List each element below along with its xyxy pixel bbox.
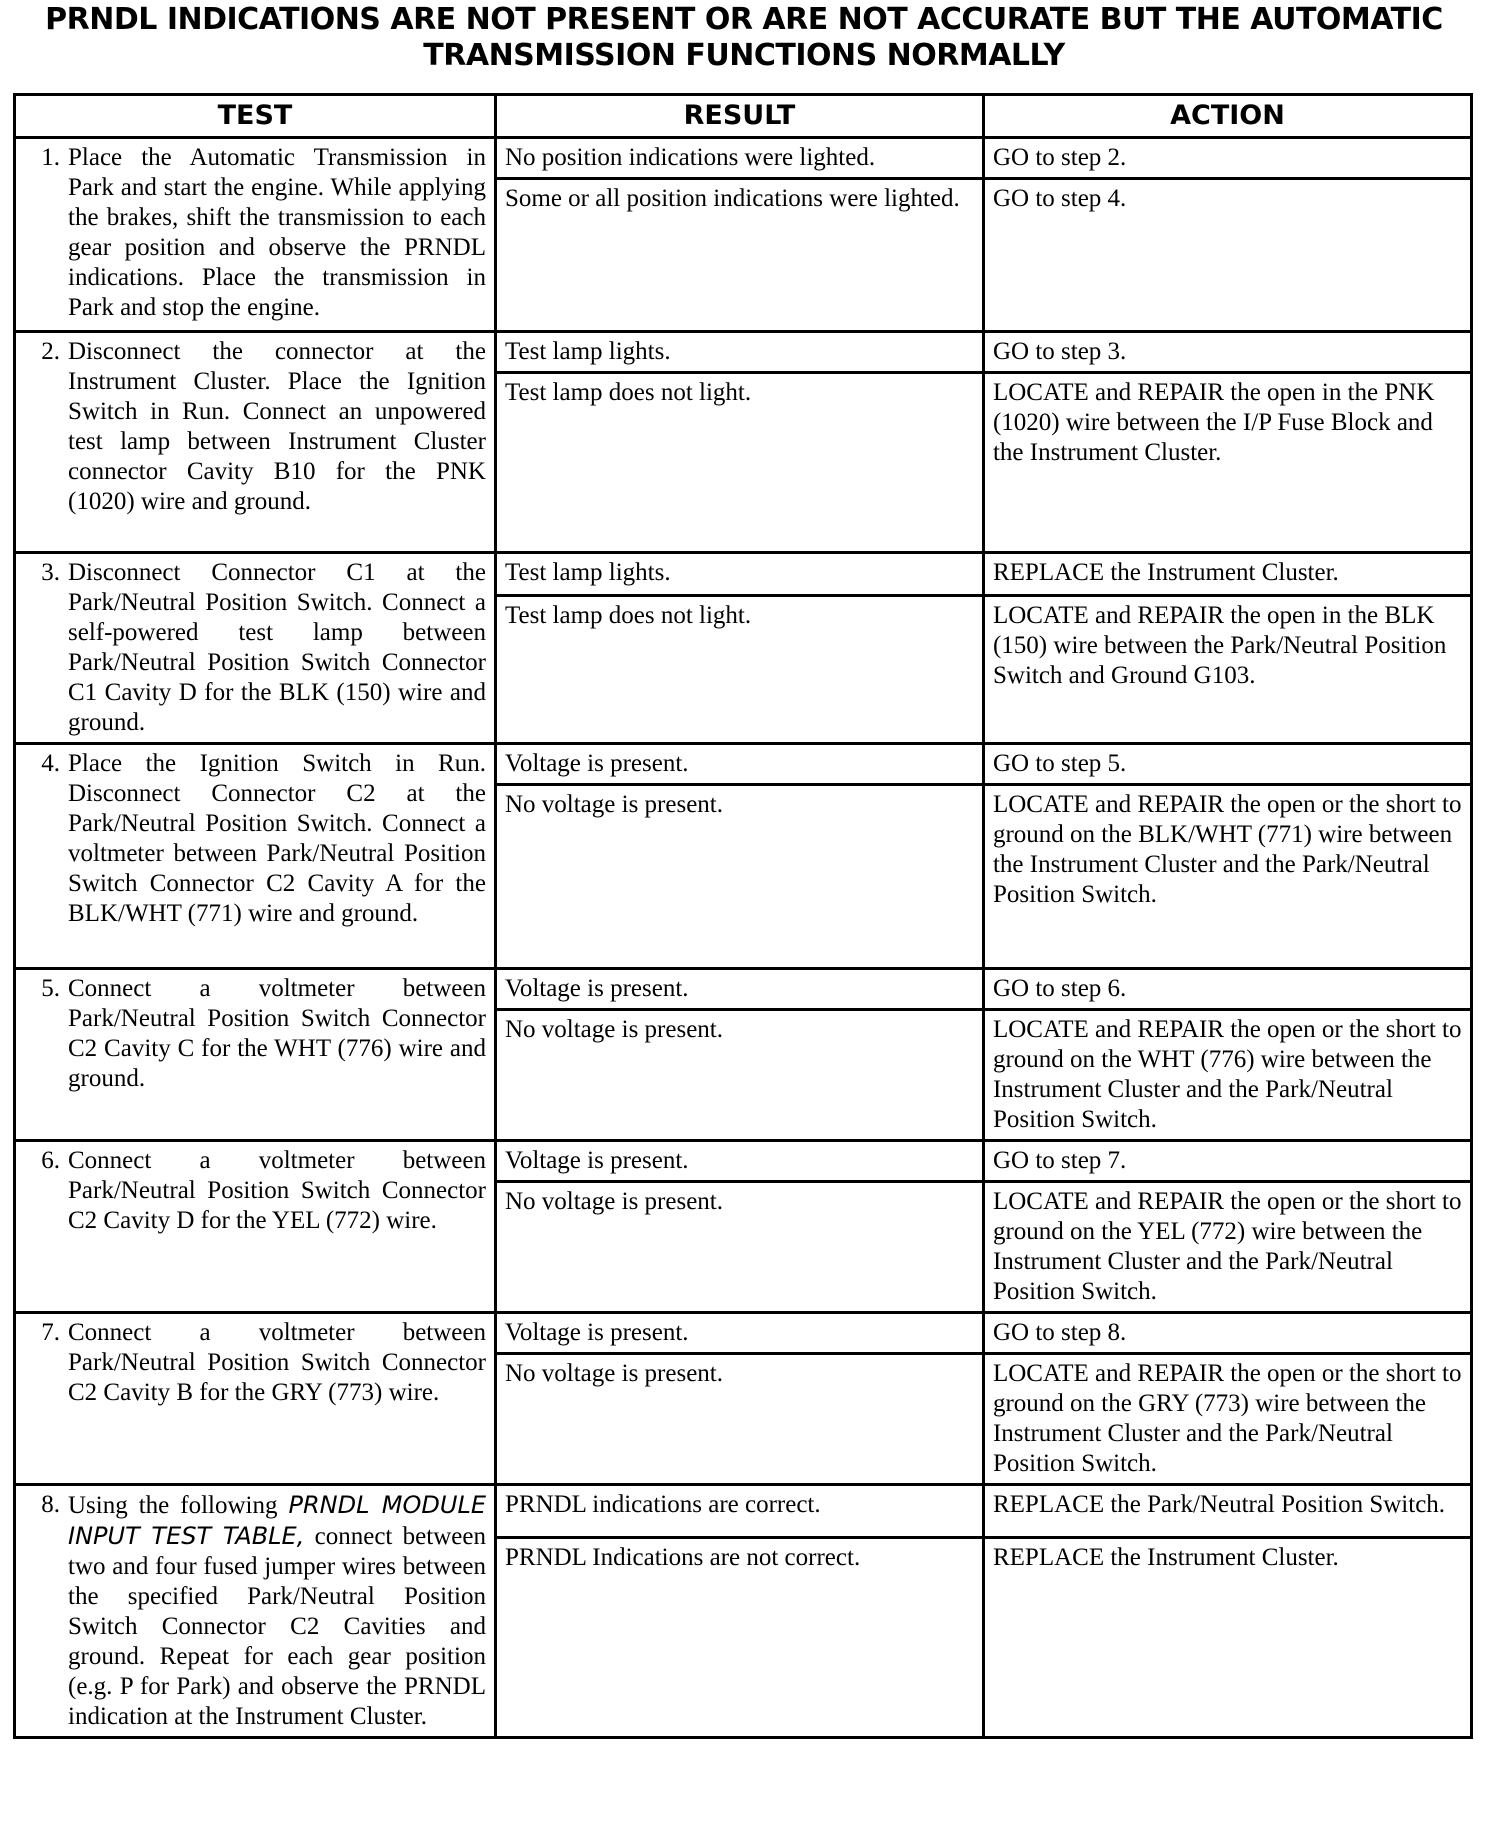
result-cell: Some or all position indications were lighted. (495, 179, 983, 332)
action-cell: REPLACE the Park/Neutral Position Switch. (983, 1485, 1471, 1538)
action-cell: GO to step 7. (983, 1141, 1471, 1182)
test-text: Place the Automatic Transmission in Park and start the engine. While applying the brakes, shift the transmission to each gear position and observe the PRNDL indications. Place the transmission in Park and stop the engine. (68, 144, 486, 321)
test-cell-4 (15, 744, 496, 969)
table-row (15, 1313, 1472, 1354)
result-cell: Voltage is present. (495, 1313, 983, 1354)
page-title-line-2: TRANSMISSION FUNCTIONS NORMALLY (423, 38, 1065, 73)
step-number: 8. (41, 1491, 60, 1518)
table-row (15, 332, 1472, 373)
table-row (15, 969, 1472, 1010)
test-text: Disconnect the connector at the Instrument Cluster. Place the Ignition Switch in Run. Connect an unpowered test lamp between Instrument Cluster connector Cavity B10 for the PNK (1020) wire and ground. (68, 338, 486, 515)
test-cell-8 (15, 1485, 496, 1738)
action-cell: GO to step 8. (983, 1313, 1471, 1354)
result-cell: Test lamp does not light. (495, 373, 983, 553)
step-number: 4. (41, 750, 60, 777)
test-text: Connect a voltmeter between Park/Neutral Position Switch Connector C2 Cavity D for the YEL (772) wire. (68, 1147, 486, 1234)
test-text: Place the Ignition Switch in Run. Disconnect Connector C2 at the Park/Neutral Position Switch. Connect a voltmeter between Park/Neutral Position Switch Connector C2 Cavity A for the BLK/WHT (771) wire and ground. (68, 750, 486, 927)
test-table-reference: PRNDL MODULE INPUT TEST TABLE, (68, 1491, 486, 1550)
action-cell: LOCATE and REPAIR the open or the short to ground on the BLK/WHT (771) wire between the Instrument Cluster and the Park/Neutral Position Switch. (983, 785, 1471, 969)
diagnostic-table (13, 93, 1473, 1739)
action-cell: GO to step 3. (983, 332, 1471, 373)
result-cell: No voltage is present. (495, 1354, 983, 1485)
result-cell: Test lamp lights. (495, 332, 983, 373)
header-result: RESULT (495, 95, 983, 138)
result-cell: PRNDL indications are correct. (495, 1485, 983, 1538)
test-cell-3 (15, 553, 496, 744)
step-number: 6. (41, 1147, 60, 1174)
action-cell: GO to step 5. (983, 744, 1471, 785)
test-cell-1 (15, 138, 496, 332)
header-test: TEST (15, 95, 496, 138)
test-text: Connect a voltmeter between Park/Neutral Position Switch Connector C2 Cavity C for the WHT (776) wire and ground. (68, 975, 486, 1092)
test-text: Disconnect Connector C1 at the Park/Neutral Position Switch. Connect a self-powered test lamp between Park/Neutral Position Switch Connector C1 Cavity D for the BLK (150) wire and ground. (68, 559, 486, 736)
action-cell: LOCATE and REPAIR the open in the PNK (1020) wire between the I/P Fuse Block and the Instrument Cluster. (983, 373, 1471, 553)
header-row (15, 95, 1472, 138)
action-cell: REPLACE the Instrument Cluster. (983, 553, 1471, 596)
test-text: Connect a voltmeter between Park/Neutral Position Switch Connector C2 Cavity B for the GRY (773) wire. (68, 1319, 486, 1406)
table-row (15, 744, 1472, 785)
table-row (15, 553, 1472, 596)
action-cell: GO to step 4. (983, 179, 1471, 332)
action-cell: LOCATE and REPAIR the open or the short to ground on the WHT (776) wire between the Instrument Cluster and the Park/Neutral Position Switch. (983, 1010, 1471, 1141)
page-title-line-1: PRNDL INDICATIONS ARE NOT PRESENT OR ARE NOT ACCURATE BUT THE AUTOMATIC (45, 2, 1443, 37)
test-text-8 (68, 1490, 486, 1732)
result-cell: Voltage is present. (495, 969, 983, 1010)
page-title (0, 2, 1488, 74)
test-cell-7 (15, 1313, 496, 1485)
result-cell: Test lamp does not light. (495, 596, 983, 744)
result-cell: Test lamp lights. (495, 553, 983, 596)
action-cell: GO to step 2. (983, 138, 1471, 179)
result-cell: No position indications were lighted. (495, 138, 983, 179)
step-number: 3. (41, 559, 60, 586)
action-cell: LOCATE and REPAIR the open or the short to ground on the GRY (773) wire between the Instrument Cluster and the Park/Neutral Position Switch. (983, 1354, 1471, 1485)
header-action: ACTION (983, 95, 1471, 138)
step-number: 2. (41, 338, 60, 365)
result-cell: No voltage is present. (495, 1182, 983, 1313)
action-cell: LOCATE and REPAIR the open in the BLK (150) wire between the Park/Neutral Position Switch and Ground G103. (983, 596, 1471, 744)
result-cell: No voltage is present. (495, 1010, 983, 1141)
test-text: connect between two and four fused jumper wires between the specified Park/Neutral Position Switch Connector C2 Cavities and ground. Repeat for each gear position (e.g. P for Park) and observe the PRNDL indication at the Instrument Cluster. (68, 1523, 486, 1730)
step-number: 1. (41, 144, 60, 171)
result-cell: PRNDL Indications are not correct. (495, 1538, 983, 1738)
test-cell-2 (15, 332, 496, 553)
test-cell-5 (15, 969, 496, 1141)
action-cell: REPLACE the Instrument Cluster. (983, 1538, 1471, 1738)
table-row (15, 1485, 1472, 1538)
action-cell: GO to step 6. (983, 969, 1471, 1010)
test-cell-6 (15, 1141, 496, 1313)
result-cell: Voltage is present. (495, 1141, 983, 1182)
result-cell: No voltage is present. (495, 785, 983, 969)
result-cell: Voltage is present. (495, 744, 983, 785)
table-row (15, 1141, 1472, 1182)
step-number: 7. (41, 1319, 60, 1346)
action-cell: LOCATE and REPAIR the open or the short to ground on the YEL (772) wire between the Instrument Cluster and the Park/Neutral Position Switch. (983, 1182, 1471, 1313)
step-number: 5. (41, 975, 60, 1002)
table-row (15, 138, 1472, 179)
test-prefix: Using the following (68, 1492, 278, 1519)
